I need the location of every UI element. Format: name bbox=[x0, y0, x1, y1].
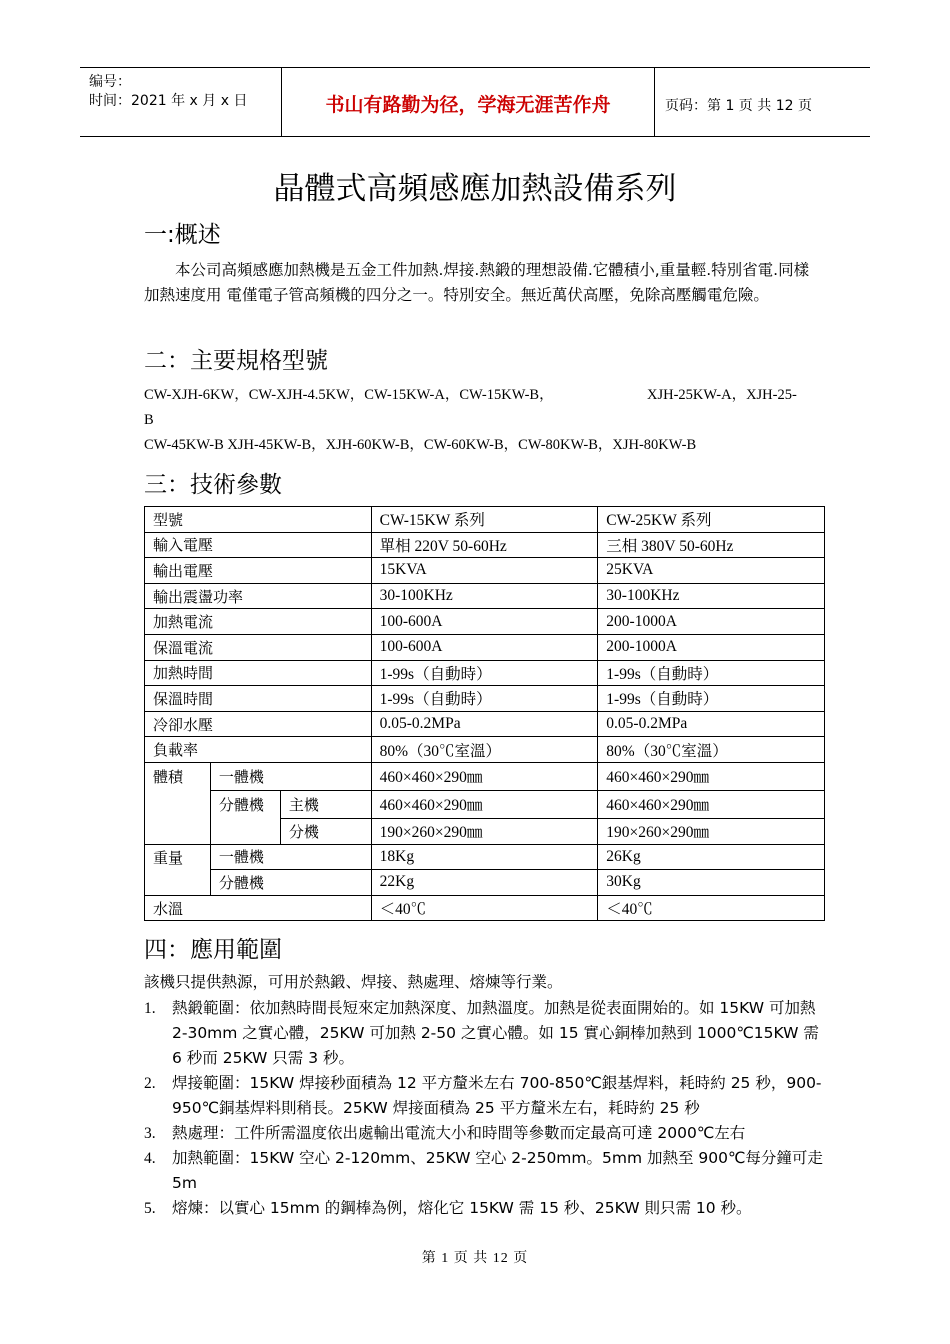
header-page-info: 页码：第 1 页 共 12 页 bbox=[665, 98, 812, 114]
table-row bbox=[145, 634, 825, 660]
table-cell: 30-100KHz bbox=[371, 583, 598, 609]
table-cell: 80%（30℃室溫） bbox=[598, 737, 825, 763]
table-row bbox=[145, 583, 825, 609]
list-item-text: 熱鍛範圍：依加熱時間長短來定加熱深度、加熱溫度。加熱是從表面開始的。如 15KW 可加熱 2-30mm 之實心體，25KW 可加熱 2-50 之實心體。如 15 實心銅棒加熱到 1000℃15KW 需 6 秒而 25KW 只需 3 秒。 bbox=[172, 999, 819, 1067]
table-cell: 輸入電壓 bbox=[145, 532, 372, 558]
applications-intro: 該機只提供熱源，可用於熱鍛、焊接、熱處理、熔煉等行業。 bbox=[144, 973, 563, 991]
model-list-line2: B bbox=[144, 412, 154, 428]
table-row bbox=[145, 558, 825, 584]
table-cell: 460×460×290㎜ bbox=[598, 790, 825, 818]
table-cell: 1-99s（自動時） bbox=[371, 660, 598, 686]
table-cell: 460×460×290㎜ bbox=[598, 762, 825, 790]
table-row bbox=[145, 609, 825, 635]
table-row bbox=[145, 790, 825, 818]
page-footer: 第 1 页 共 12 页 bbox=[421, 1251, 529, 1266]
header-motto-cell bbox=[281, 68, 655, 136]
spec-table bbox=[144, 506, 825, 921]
page-header bbox=[80, 67, 870, 137]
table-cell: 冷卻水壓 bbox=[145, 711, 372, 737]
table-cell: 分體機 bbox=[210, 790, 280, 844]
table-cell: 1-99s（自動時） bbox=[598, 660, 825, 686]
table-row bbox=[145, 737, 825, 763]
table-cell: 單相 220V 50-60Hz bbox=[371, 532, 598, 558]
table-row bbox=[145, 711, 825, 737]
list-item bbox=[144, 1146, 824, 1196]
table-cell: 200-1000A bbox=[598, 634, 825, 660]
table-cell: 190×260×290㎜ bbox=[371, 818, 598, 844]
table-cell: 輸出電壓 bbox=[145, 558, 372, 584]
applications-list bbox=[144, 996, 824, 1221]
list-item bbox=[144, 1071, 824, 1121]
table-cell: 1-99s（自動時） bbox=[371, 686, 598, 712]
section-specs-heading: 三：技術參數 bbox=[144, 472, 282, 498]
list-item-number: 1. bbox=[144, 1000, 156, 1017]
table-cell: 26Kg bbox=[598, 844, 825, 870]
model-list bbox=[144, 383, 814, 458]
table-cell: 主機 bbox=[280, 790, 371, 818]
table-cell: 100-600A bbox=[371, 634, 598, 660]
list-item-text: 焊接範圍：15KW 焊接秒面積為 12 平方釐米左右 700-850℃銀基焊料，耗時約 25 秒，900-950℃銅基焊料則稍長。25KW 焊接面積為 25 平方釐米左右，耗時約 25 秒 bbox=[172, 1074, 822, 1117]
table-cell: 加熱電流 bbox=[145, 609, 372, 635]
table-cell: 22Kg bbox=[371, 870, 598, 896]
list-item bbox=[144, 1196, 824, 1221]
table-cell: CW-25KW 系列 bbox=[598, 507, 825, 533]
table-cell: 保溫電流 bbox=[145, 634, 372, 660]
table-cell: 分體機 bbox=[210, 870, 371, 896]
table-cell: 0.05-0.2MPa bbox=[371, 711, 598, 737]
list-item-text: 加熱範圍：15KW 空心 2-120mm、25KW 空心 2-250mm。5mm 加熱至 900℃每分鐘可走 5m bbox=[172, 1149, 823, 1192]
table-cell: 一體機 bbox=[210, 844, 371, 870]
list-item-number: 3. bbox=[144, 1125, 156, 1142]
header-code-label: 编号： bbox=[89, 74, 131, 90]
table-cell: 輸出震盪功率 bbox=[145, 583, 372, 609]
table-cell: 1-99s（自動時） bbox=[598, 686, 825, 712]
section-applications-heading: 四：應用範圍 bbox=[144, 937, 282, 963]
document-title: 晶體式高頻感應加熱設備系列 bbox=[273, 171, 677, 207]
table-cell: 型號 bbox=[145, 507, 372, 533]
table-row bbox=[145, 660, 825, 686]
table-cell: 加熱時間 bbox=[145, 660, 372, 686]
table-cell: 30-100KHz bbox=[598, 583, 825, 609]
table-cell: 460×460×290㎜ bbox=[371, 790, 598, 818]
table-cell: CW-15KW 系列 bbox=[371, 507, 598, 533]
table-cell: 18Kg bbox=[371, 844, 598, 870]
section-overview-heading: 一:概述 bbox=[144, 222, 221, 248]
table-cell: 保溫時間 bbox=[145, 686, 372, 712]
table-cell: 水溫 bbox=[145, 895, 372, 921]
list-item-text: 熔煉：以實心 15mm 的鋼棒為例，熔化它 15KW 需 15 秒、25KW 則只需 10 秒。 bbox=[172, 1199, 752, 1217]
table-cell: 重量 bbox=[145, 844, 211, 895]
list-item-number: 4. bbox=[144, 1150, 156, 1167]
table-cell: 80%（30℃室溫） bbox=[371, 737, 598, 763]
table-row bbox=[145, 686, 825, 712]
table-cell: 負載率 bbox=[145, 737, 372, 763]
model-list-line3: CW-45KW-B XJH-45KW-B，XJH-60KW-B，CW-60KW-B，CW-80KW-B，XJH-80KW-B bbox=[144, 437, 697, 453]
table-cell: 0.05-0.2MPa bbox=[598, 711, 825, 737]
table-cell: ＜40℃ bbox=[371, 895, 598, 921]
table-cell: 三相 380V 50-60Hz bbox=[598, 532, 825, 558]
header-motto: 书山有路勤为径，学海无涯苦作舟 bbox=[325, 94, 611, 116]
table-cell: 460×460×290㎜ bbox=[371, 762, 598, 790]
table-row bbox=[145, 895, 825, 921]
model-list-line1a: CW-XJH-6KW，CW-XJH-4.5KW，CW-15KW-A，CW-15KW-B， bbox=[144, 387, 554, 403]
table-cell: 15KVA bbox=[371, 558, 598, 584]
model-list-line1b: XJH-25KW-A，XJH-25- bbox=[647, 387, 797, 403]
table-cell: 25KVA bbox=[598, 558, 825, 584]
table-cell: 200-1000A bbox=[598, 609, 825, 635]
table-cell: ＜40℃ bbox=[598, 895, 825, 921]
table-row bbox=[145, 532, 825, 558]
table-cell: 一體機 bbox=[210, 762, 371, 790]
table-row bbox=[145, 762, 825, 790]
section-overview-text: 本公司高頻感應加熱機是五金工件加熱.焊接.熱鍛的理想設備.它體積小,重量輕.特別省電.同樣加熱速度用 電僅電子管高頻機的四分之一。特別安全。無近萬伏高壓，免除高壓觸電危險。 bbox=[144, 261, 810, 304]
table-row bbox=[145, 870, 825, 896]
list-item bbox=[144, 1121, 824, 1146]
list-item bbox=[144, 996, 824, 1071]
table-cell: 30Kg bbox=[598, 870, 825, 896]
table-cell: 100-600A bbox=[371, 609, 598, 635]
header-page-cell bbox=[655, 68, 870, 136]
list-item-text: 熱處理：工件所需溫度依出處輸出電流大小和時間等參數而定最高可達 2000℃左右 bbox=[172, 1124, 746, 1142]
table-row bbox=[145, 507, 825, 533]
list-item-number: 5. bbox=[144, 1200, 156, 1217]
table-cell: 體積 bbox=[145, 762, 211, 844]
list-item-number: 2. bbox=[144, 1075, 156, 1092]
table-cell: 分機 bbox=[280, 818, 371, 844]
header-time-label: 时间：2021 年 x 月 x 日 bbox=[89, 93, 248, 109]
table-cell: 190×260×290㎜ bbox=[598, 818, 825, 844]
table-row bbox=[145, 844, 825, 870]
section-models-heading: 二：主要規格型號 bbox=[144, 348, 328, 374]
header-meta-cell bbox=[80, 68, 281, 136]
